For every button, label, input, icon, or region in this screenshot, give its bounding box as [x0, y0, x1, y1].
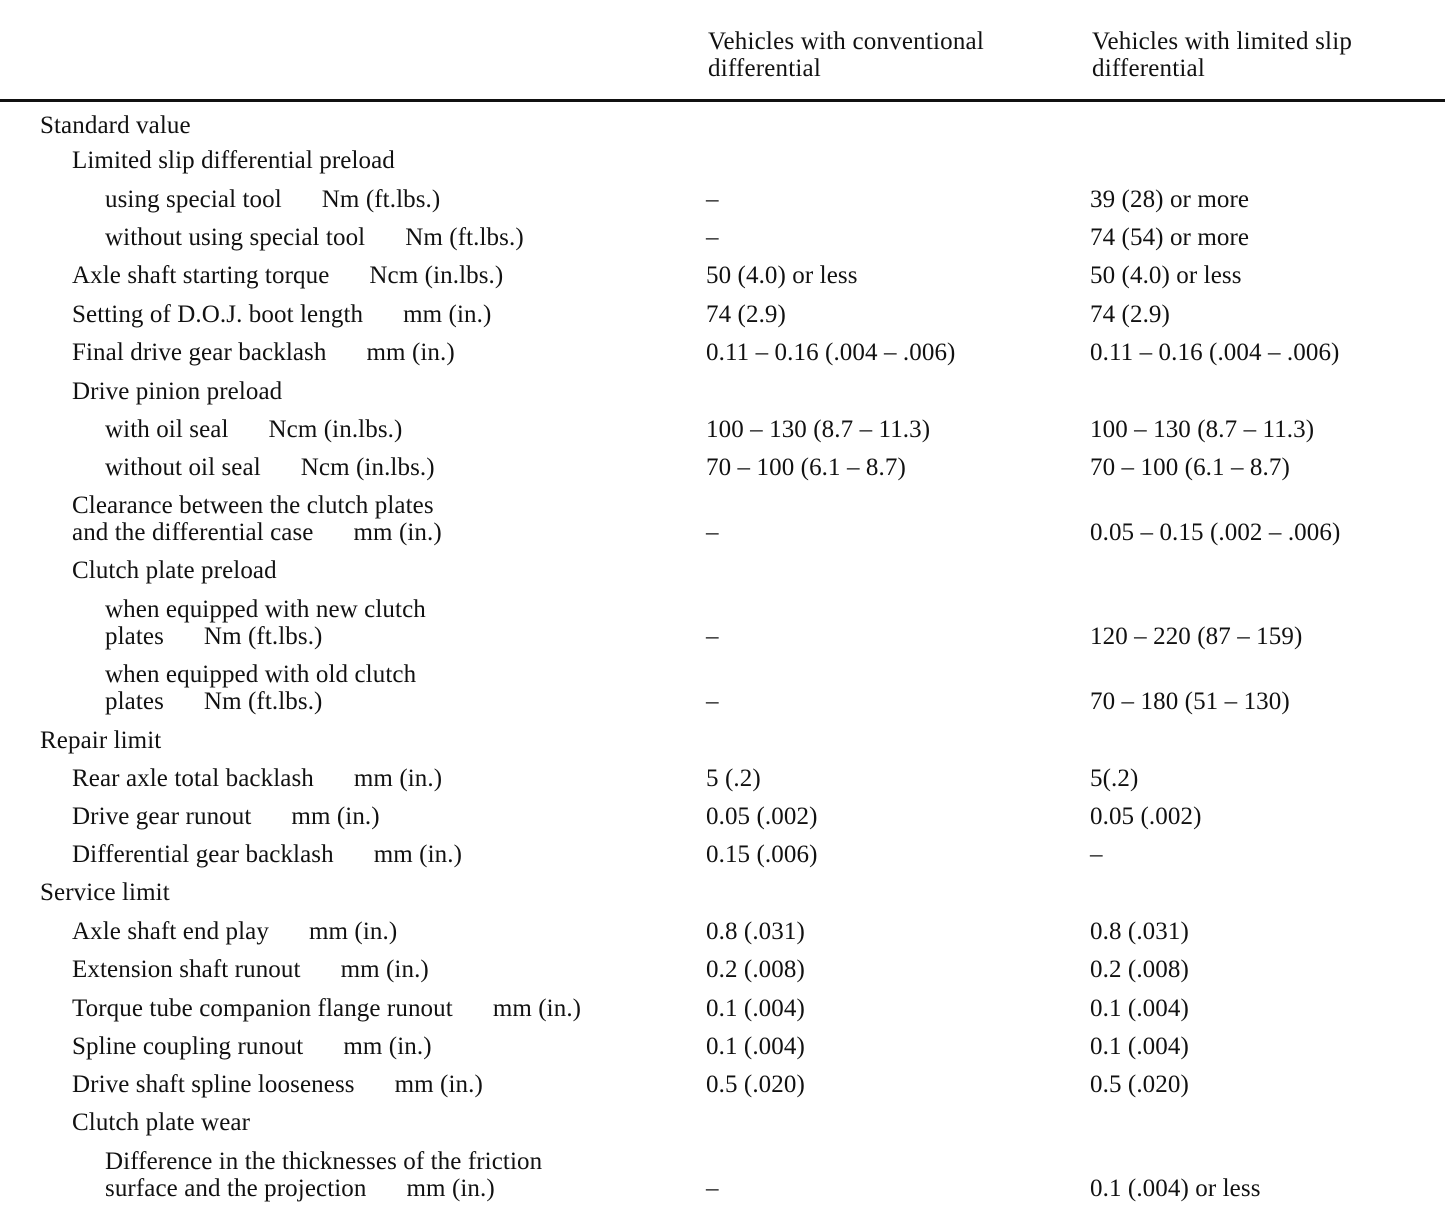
column-header-limited-slip: Vehicles with limited slip differential — [1092, 28, 1353, 82]
row-label-line1: Difference in the thicknesses of the friction — [105, 1148, 543, 1175]
row-label-line1: when equipped with new clutch — [105, 596, 426, 623]
value-conventional: 70 – 100 (6.1 – 8.7) — [706, 454, 906, 481]
row-label: without oil seal — [105, 454, 261, 481]
row-label: Differential gear backlash — [72, 841, 334, 868]
row-unit: mm (in.) — [291, 803, 380, 830]
row-label-line2: and the differential case — [72, 519, 314, 546]
value-conventional: 100 – 130 (8.7 – 11.3) — [706, 416, 931, 443]
row-unit: Nm (ft.lbs.) — [203, 623, 323, 650]
value-conventional: 0.1 (.004) — [706, 1033, 805, 1060]
row-unit: mm (in.) — [403, 301, 492, 328]
row-label: Axle shaft starting torque — [72, 262, 330, 289]
value-limited-slip: 0.1 (.004) — [1090, 1033, 1189, 1060]
row-unit: mm (in.) — [394, 1071, 483, 1098]
row-unit: Ncm (in.lbs.) — [268, 416, 403, 443]
row-unit: mm (in.) — [406, 1175, 495, 1202]
row-unit: Nm (ft.lbs.) — [405, 224, 524, 251]
row-label-line2: plates — [105, 623, 164, 650]
row-unit: mm (in.) — [492, 995, 582, 1022]
row-unit: Nm (ft.lbs.) — [203, 688, 323, 715]
row-label: without using special tool — [105, 224, 366, 251]
value-limited-slip: 0.1 (.004) — [1090, 995, 1189, 1022]
row-label: Setting of D.O.J. boot length — [72, 301, 364, 328]
value-limited-slip: 0.8 (.031) — [1090, 918, 1189, 945]
row-label: Final drive gear backlash — [72, 339, 327, 366]
row-label: Repair limit — [40, 727, 162, 754]
row-unit: mm (in.) — [308, 918, 398, 945]
row-label: Clutch plate wear — [72, 1109, 251, 1136]
value-limited-slip: 39 (28) or more — [1090, 186, 1250, 213]
value-conventional: 5 (.2) — [706, 765, 761, 792]
value-conventional: – — [706, 1175, 719, 1202]
row-label: with oil seal — [105, 416, 229, 443]
value-limited-slip: 70 – 100 (6.1 – 8.7) — [1090, 454, 1290, 481]
value-limited-slip: 0.05 (.002) — [1090, 803, 1202, 830]
row-unit: mm (in.) — [353, 765, 443, 792]
row-label: Standard value — [40, 112, 191, 139]
value-conventional: – — [706, 519, 719, 546]
value-conventional: 74 (2.9) — [706, 301, 786, 328]
row-unit: mm (in.) — [366, 339, 455, 366]
row-label-line2: plates — [105, 688, 164, 715]
value-conventional: 0.05 (.002) — [706, 803, 818, 830]
row-label: Rear axle total backlash — [72, 765, 314, 792]
row-unit: Nm (ft.lbs.) — [321, 186, 441, 213]
row-label: Limited slip differential preload — [72, 147, 395, 174]
row-unit: mm (in.) — [373, 841, 463, 868]
value-limited-slip: 100 – 130 (8.7 – 11.3) — [1090, 416, 1315, 443]
value-limited-slip: 0.05 – 0.15 (.002 – .006) — [1090, 519, 1341, 546]
row-label: Drive shaft spline looseness — [72, 1071, 355, 1098]
value-conventional: 0.5 (.020) — [706, 1071, 805, 1098]
row-unit: mm (in.) — [353, 519, 442, 546]
value-conventional: 0.15 (.006) — [706, 841, 818, 868]
row-label: Spline coupling runout — [72, 1033, 304, 1060]
value-conventional: 50 (4.0) or less — [706, 262, 858, 289]
value-limited-slip: 74 (2.9) — [1090, 301, 1170, 328]
row-label-line2: surface and the projection — [105, 1175, 367, 1202]
value-limited-slip: 74 (54) or more — [1090, 224, 1250, 251]
value-limited-slip: 0.5 (.020) — [1090, 1071, 1189, 1098]
row-label-line1: when equipped with old clutch — [105, 661, 417, 688]
value-limited-slip: 0.1 (.004) or less — [1090, 1175, 1261, 1202]
column-header-conventional: Vehicles with conventional differential — [708, 28, 984, 82]
row-label: Drive pinion preload — [72, 378, 283, 405]
value-limited-slip: 120 – 220 (87 – 159) — [1090, 623, 1303, 650]
value-conventional: – — [706, 224, 719, 251]
value-conventional: 0.8 (.031) — [706, 918, 805, 945]
row-label-line1: Clearance between the clutch plates — [72, 492, 434, 519]
row-label: Axle shaft end play — [72, 918, 269, 945]
row-label: Clutch plate preload — [72, 557, 277, 584]
value-limited-slip: 0.2 (.008) — [1090, 956, 1189, 983]
value-conventional: 0.2 (.008) — [706, 956, 805, 983]
row-label: Extension shaft runout — [72, 956, 301, 983]
value-limited-slip: – — [1090, 841, 1103, 868]
header-rule — [0, 99, 1445, 102]
value-conventional: – — [706, 688, 719, 715]
row-unit: Ncm (in.lbs.) — [369, 262, 504, 289]
value-limited-slip: 70 – 180 (51 – 130) — [1090, 688, 1290, 715]
value-limited-slip: 5(.2) — [1090, 765, 1139, 792]
row-label: Drive gear runout — [72, 803, 252, 830]
row-unit: Ncm (in.lbs.) — [300, 454, 435, 481]
row-label: using special tool — [105, 186, 282, 213]
value-conventional: – — [706, 623, 719, 650]
value-conventional: 0.11 – 0.16 (.004 – .006) — [706, 339, 956, 366]
row-unit: mm (in.) — [340, 956, 429, 983]
row-unit: mm (in.) — [343, 1033, 432, 1060]
value-conventional: – — [706, 186, 719, 213]
row-label: Torque tube companion flange runout — [72, 995, 453, 1022]
value-limited-slip: 50 (4.0) or less — [1090, 262, 1242, 289]
value-limited-slip: 0.11 – 0.16 (.004 – .006) — [1090, 339, 1340, 366]
row-label: Service limit — [40, 879, 170, 906]
value-conventional: 0.1 (.004) — [706, 995, 805, 1022]
